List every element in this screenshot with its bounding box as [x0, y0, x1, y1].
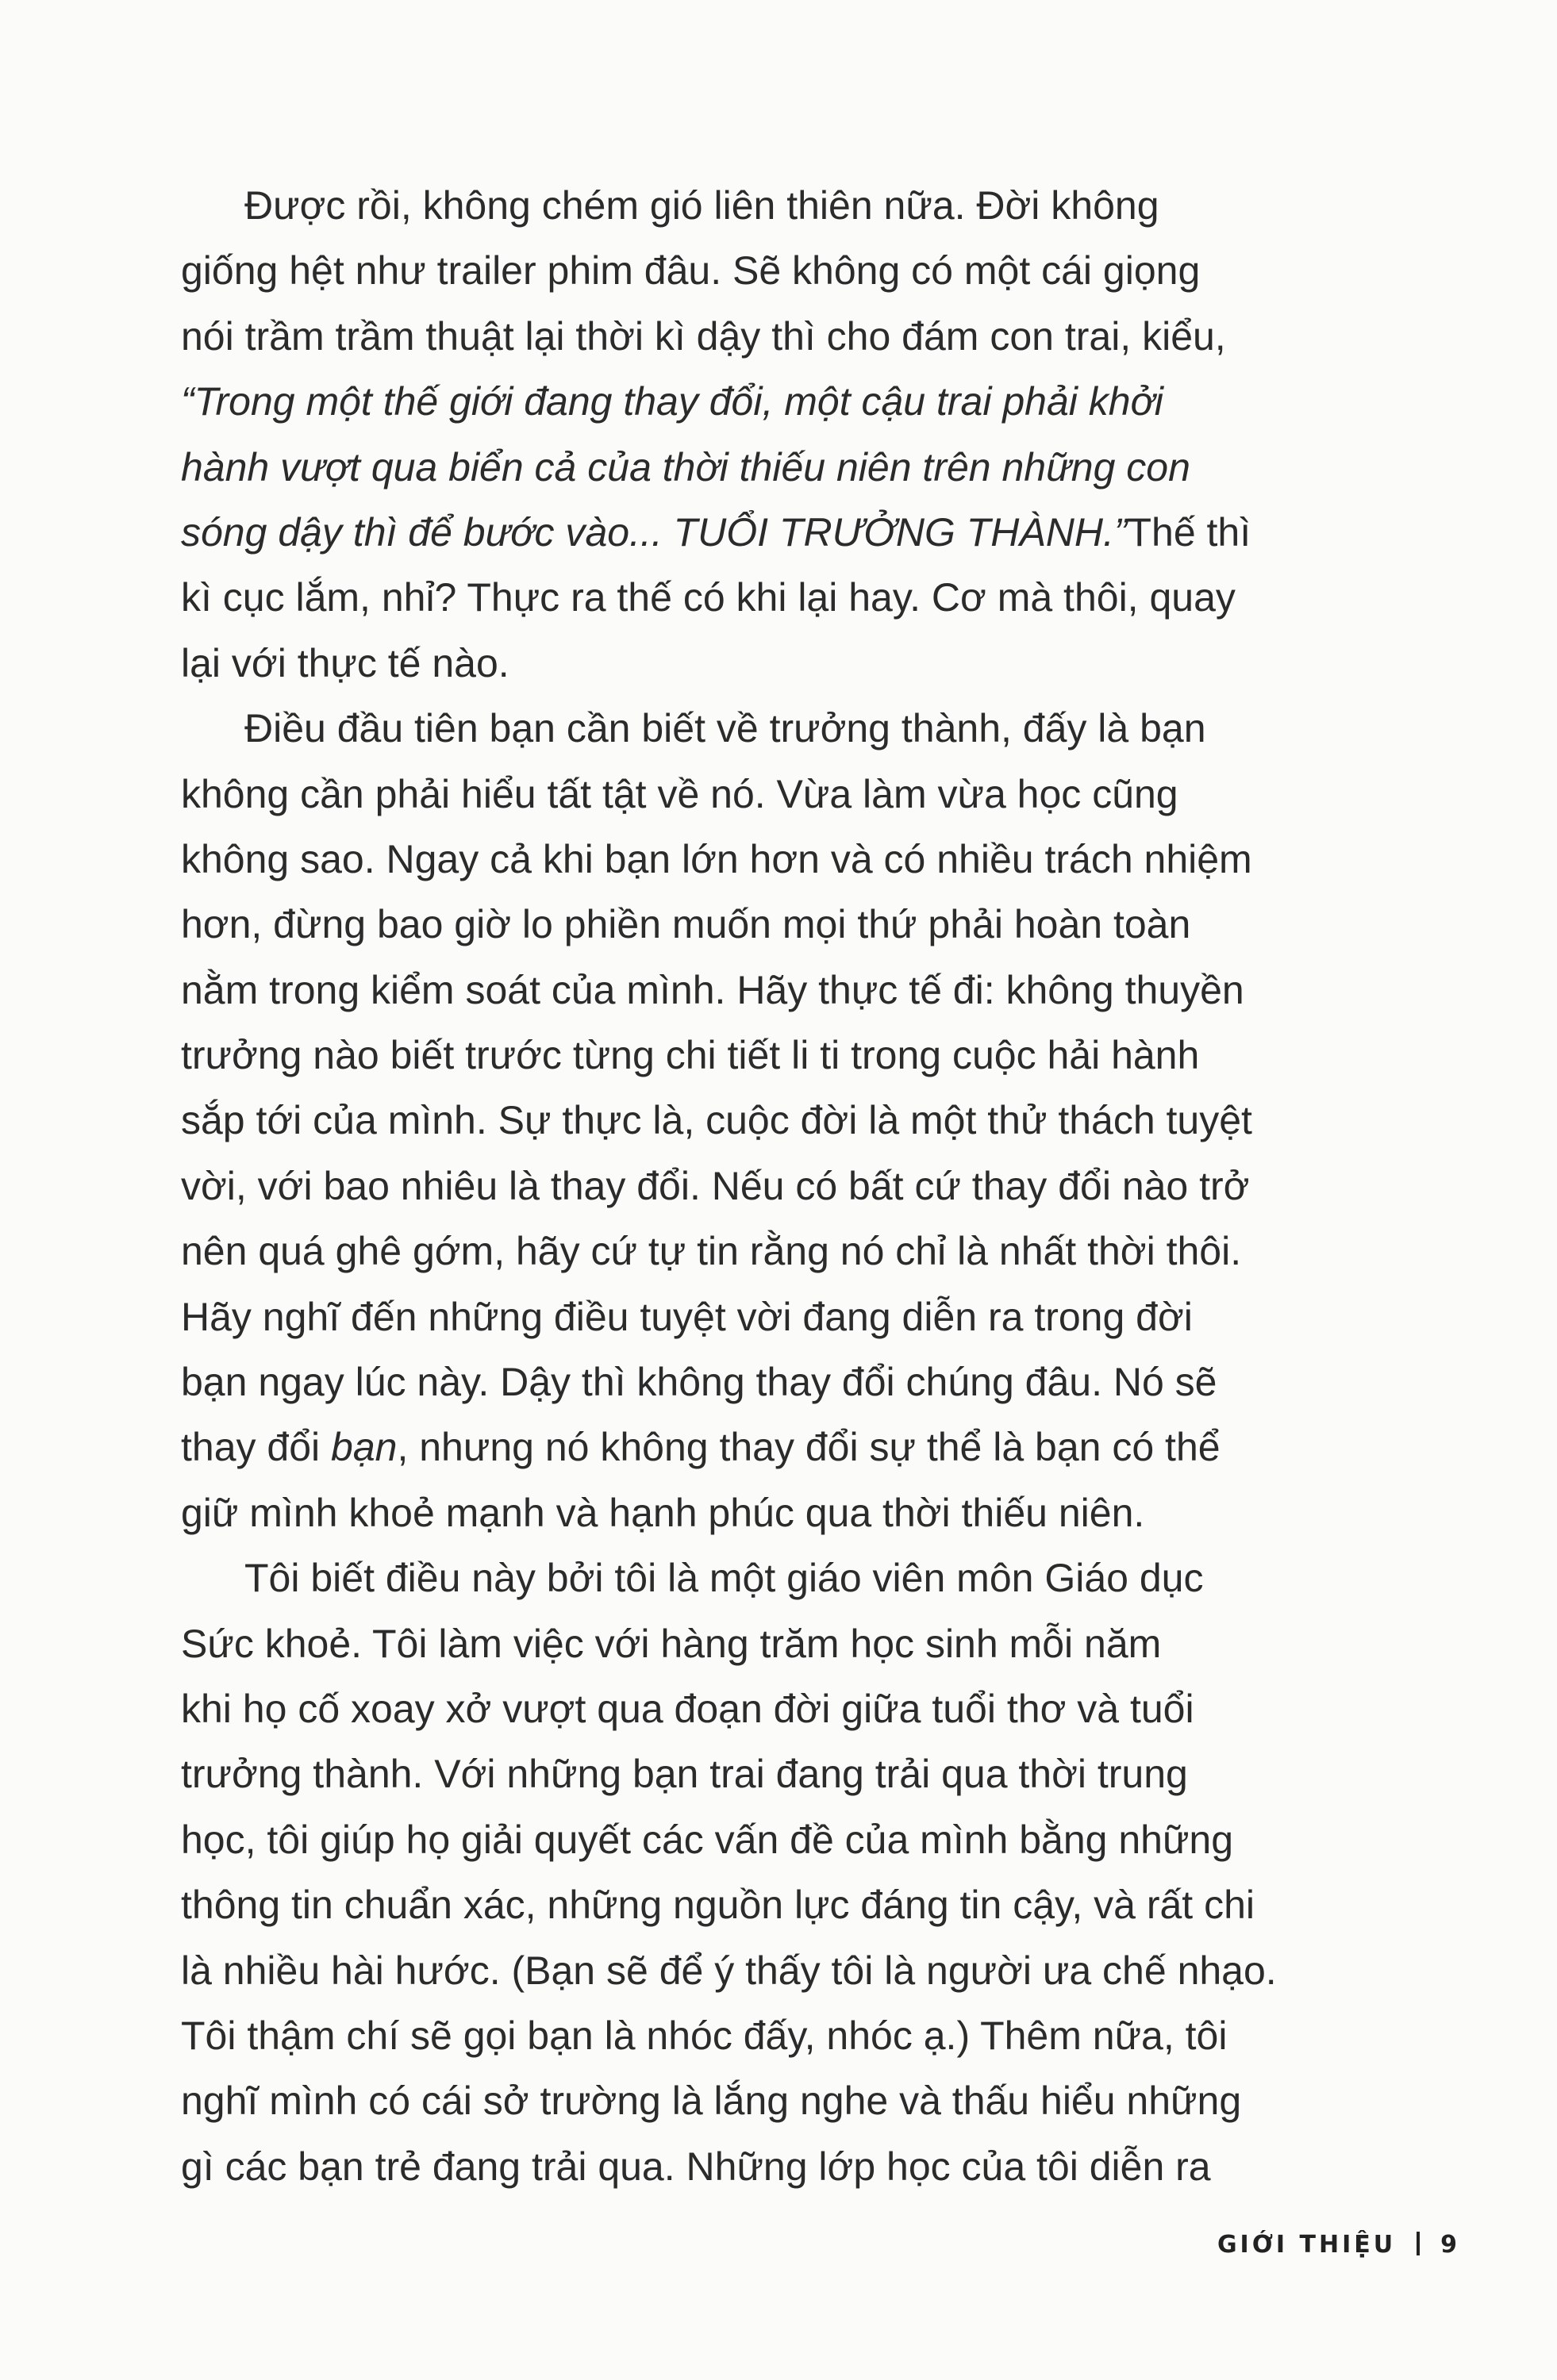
- text-line: Hãy nghĩ đến những điều tuyệt vời đang diễn ra trong đời: [181, 1294, 1193, 1339]
- text-line: kì cục lắm, nhỉ? Thực ra thế có khi lại hay. Cơ mà thôi, quay: [181, 575, 1236, 620]
- page-number: 9: [1440, 2231, 1460, 2259]
- text-line: [181, 500, 1395, 565]
- text-fragment: Thế thì: [1127, 509, 1251, 555]
- body-text: [181, 173, 1395, 2199]
- text-line: Tôi biết điều này bởi tôi là một giáo viên môn Giáo dục: [244, 1556, 1204, 1601]
- text-line: [181, 435, 1395, 500]
- text-line: nói trầm trầm thuật lại thời kì dậy thì cho đám con trai, kiểu,: [181, 313, 1226, 359]
- text-line: là nhiều hài hước. (Bạn sẽ để ý thấy tôi là người ưa chế nhạo.: [181, 1948, 1277, 1993]
- text-fragment: thay đổi: [181, 1425, 332, 1470]
- text-line: lại với thực tế nào.: [181, 640, 509, 685]
- page-footer: [1111, 2231, 1460, 2278]
- text-line: Sức khoẻ. Tôi làm việc với hàng trăm học sinh mỗi năm: [181, 1621, 1162, 1666]
- text-line: trưởng nào biết trước từng chi tiết li ti trong cuộc hải hành: [181, 1033, 1200, 1078]
- text-line: bạn ngay lúc này. Dậy thì không thay đổi chúng đâu. Nó sẽ: [181, 1360, 1217, 1405]
- paragraph-1: [181, 173, 1395, 696]
- text-line: giữ mình khoẻ mạnh và hạnh phúc qua thời thiếu niên.: [181, 1490, 1145, 1535]
- paragraph-2: [181, 696, 1395, 1545]
- text-line: nên quá ghê gớm, hãy cứ tự tin rằng nó chỉ là nhất thời thôi.: [181, 1229, 1242, 1274]
- text-line: Được rồi, không chém gió liên thiên nữa. Đời không: [244, 183, 1159, 228]
- section-title: GIỚI THIỆU: [1217, 2231, 1397, 2259]
- text-line: vời, với bao nhiêu là thay đổi. Nếu có bất cứ thay đổi nào trở: [181, 1163, 1250, 1208]
- text-line: [181, 1415, 1395, 1480]
- text-line: không sao. Ngay cả khi bạn lớn hơn và có nhiều trách nhiệm: [181, 836, 1252, 881]
- text-line: gì các bạn trẻ đang trải qua. Những lớp học của tôi diễn ra: [181, 2144, 1211, 2189]
- text-line: sắp tới của mình. Sự thực là, cuộc đời là một thử thách tuyệt: [181, 1098, 1252, 1143]
- text-line: Tôi thậm chí sẽ gọi bạn là nhóc đấy, nhóc ạ.) Thêm nữa, tôi: [181, 2013, 1228, 2058]
- text-line: nghĩ mình có cái sở trường là lắng nghe và thấu hiểu những: [181, 2079, 1242, 2124]
- text-line: [181, 369, 1395, 434]
- text-line: không cần phải hiểu tất tật về nó. Vừa làm vừa học cũng: [181, 771, 1178, 816]
- italic-word: bạn: [331, 1425, 398, 1470]
- text-line: hơn, đừng bao giờ lo phiền muốn mọi thứ phải hoàn toàn: [181, 902, 1191, 947]
- text-line: nằm trong kiểm soát của mình. Hãy thực tế đi: không thuyền: [181, 967, 1244, 1012]
- text-line: học, tôi giúp họ giải quyết các vấn đề của mình bằng những: [181, 1817, 1234, 1862]
- text-fragment: , nhưng nó không thay đổi sự thể là bạn có thể: [397, 1425, 1221, 1470]
- italic-quote: “Trong một thế giới đang thay đổi, một cậu trai phải khởi: [181, 379, 1163, 424]
- paragraph-3: [181, 1545, 1395, 2199]
- text-line: thông tin chuẩn xác, những nguồn lực đáng tin cậy, và rất chi: [181, 1883, 1255, 1928]
- italic-quote: hành vượt qua biển cả của thời thiếu niên trên những con: [181, 444, 1190, 489]
- text-line: Điều đầu tiên bạn cần biết về trưởng thành, đấy là bạn: [244, 706, 1206, 751]
- text-line: trưởng thành. Với những bạn trai đang trải qua thời trung: [181, 1752, 1188, 1797]
- text-line: giống hệt như trailer phim đâu. Sẽ không có một cái giọng: [181, 248, 1201, 294]
- italic-quote: sóng dậy thì để bước vào... TUỔI TRƯỞNG THÀNH.”: [181, 509, 1128, 555]
- text-line: khi họ cố xoay xở vượt qua đoạn đời giữa tuổi thơ và tuổi: [181, 1686, 1194, 1731]
- footer-divider: [1417, 2232, 1420, 2255]
